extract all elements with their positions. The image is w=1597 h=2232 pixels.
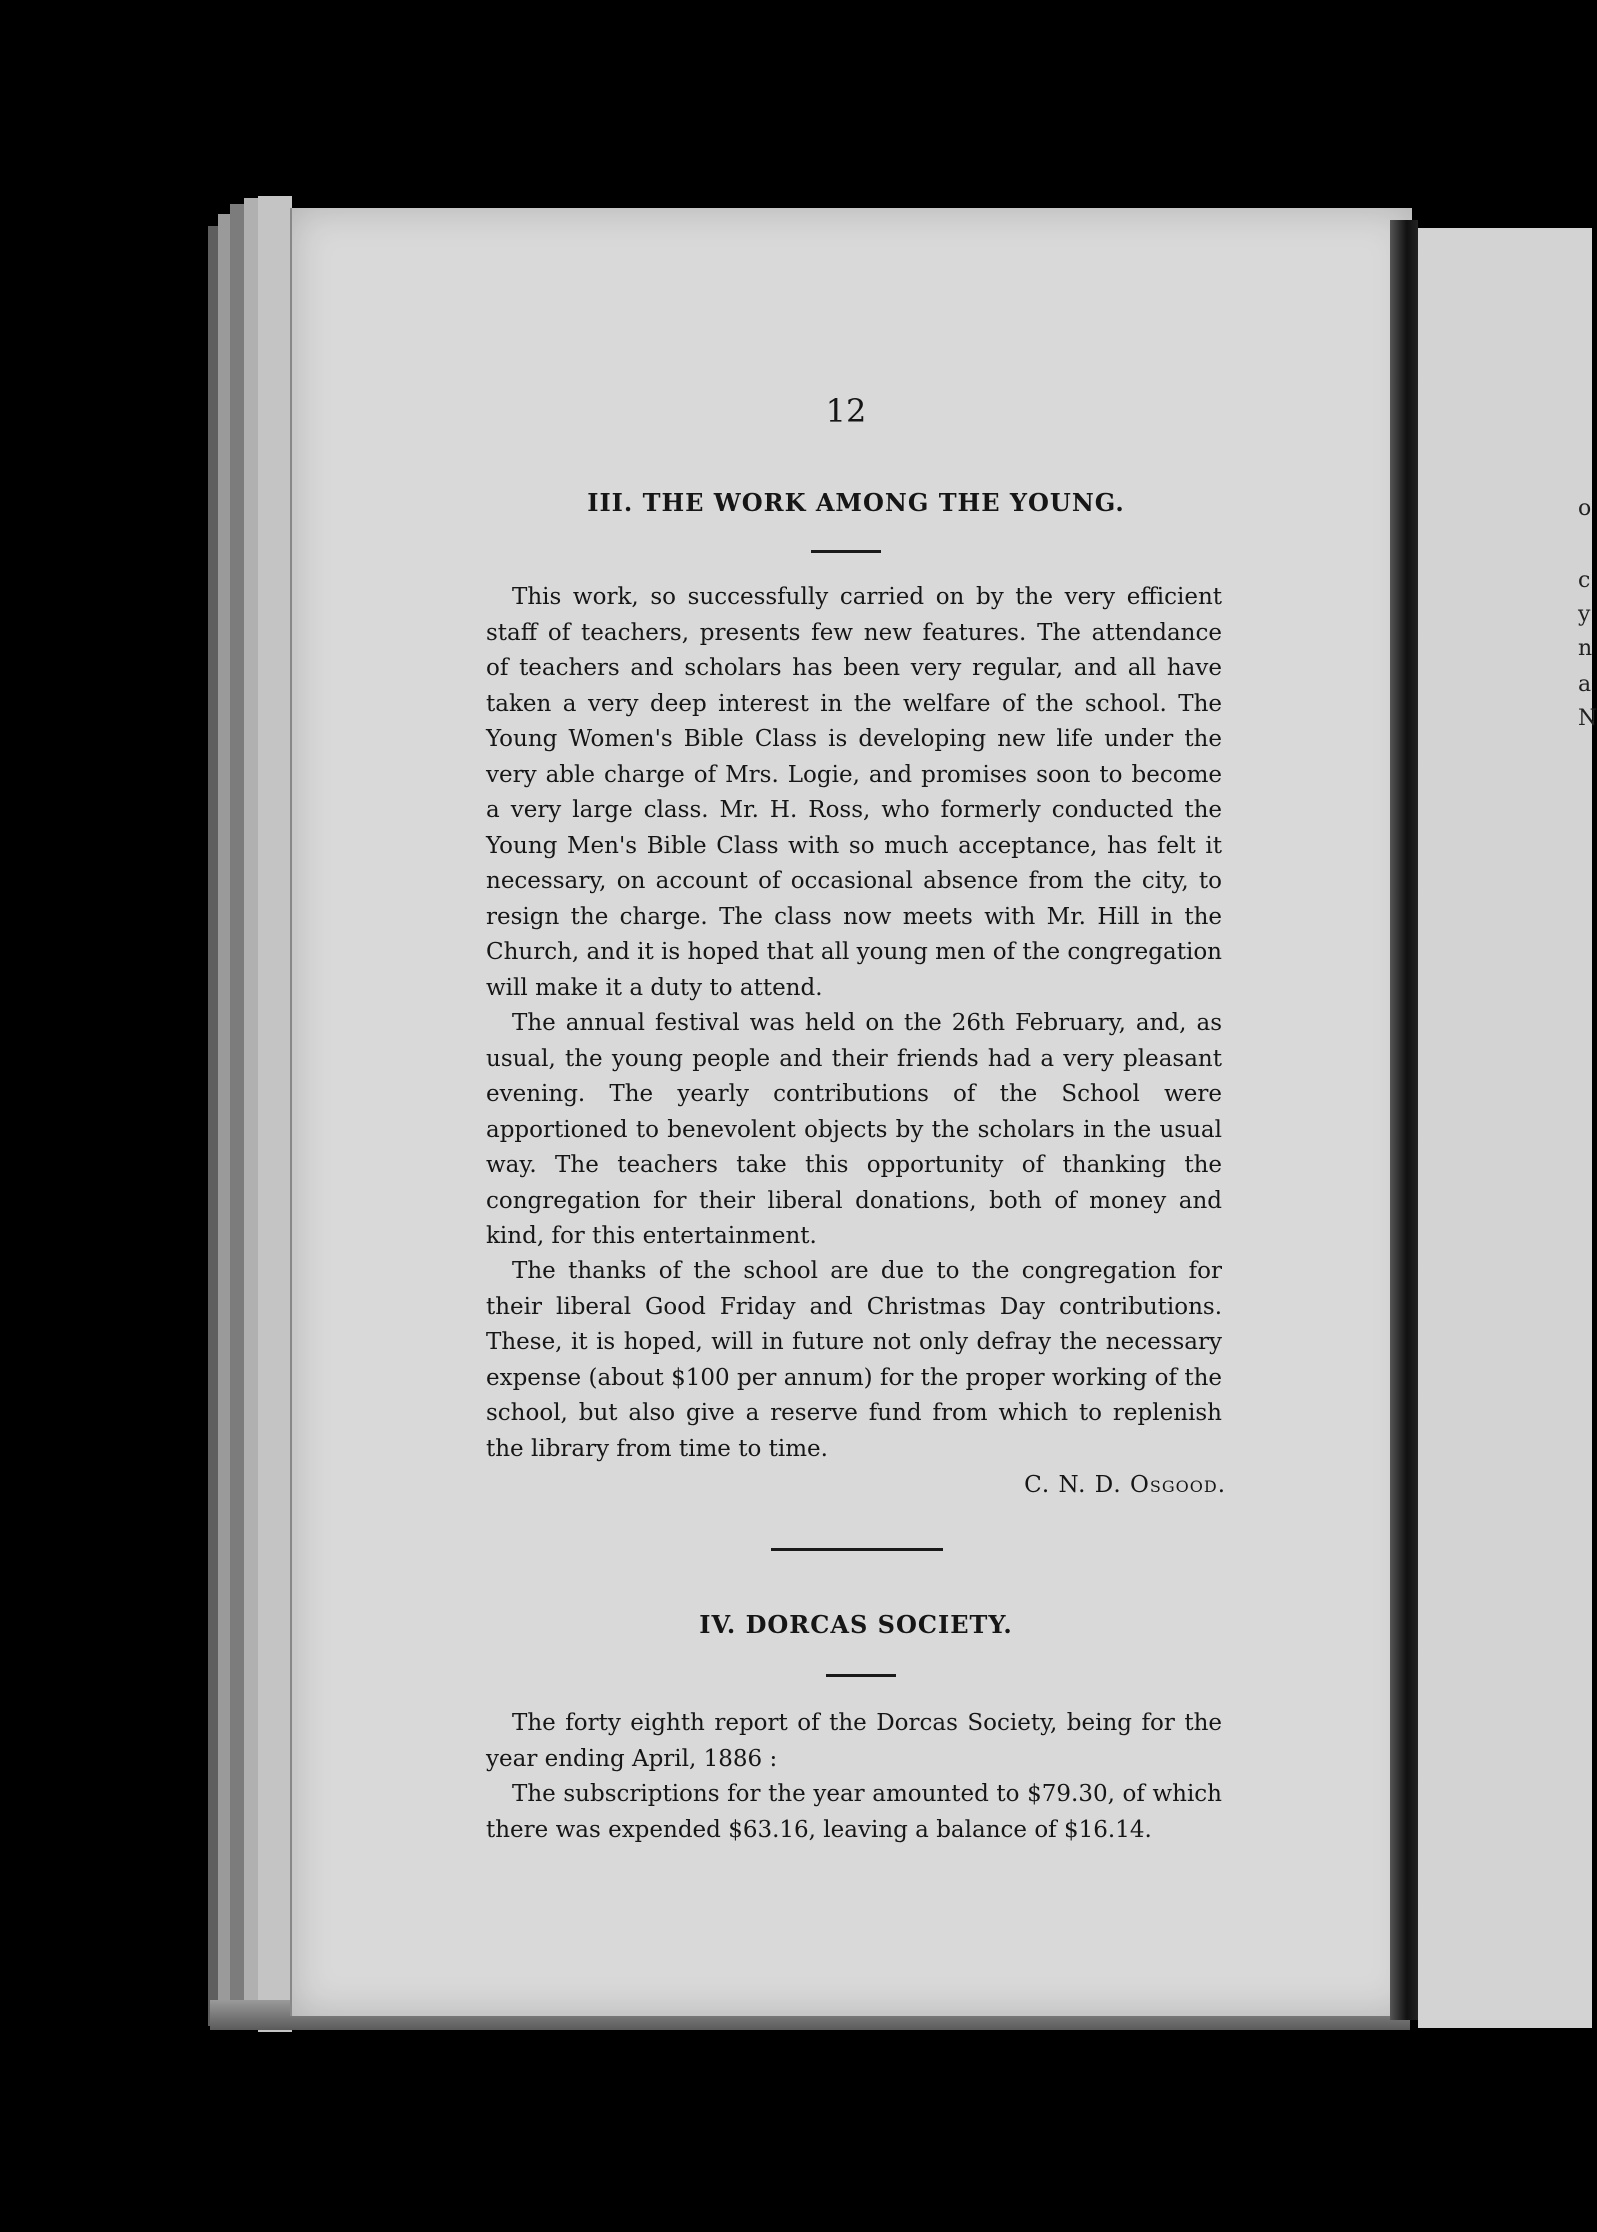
book-gutter <box>1390 220 1418 2020</box>
paragraph-1: This work, so successfully carried on by the very efficient staff of teachers, presents few new features. The attendance of teachers and scholars has been very regular, and all have taken a very deep interest in the welfare of the school. The Young Women's Bible Class is developing new life under the very able charge of Mrs. Logie, and promises soon to become a very large class. Mr. H. Ross, who formerly conducted the Young Men's Bible Class with so much acceptance, has felt it necessary, on account of occasional absence from the city, to resign the charge. The class now meets with Mr. Hill in the Church, and it is hoped that all young men of the congregation will make it a duty to attend. <box>486 584 1222 1001</box>
page-edge <box>230 204 244 2026</box>
facing-page <box>1418 228 1592 2028</box>
facing-page-glyph: n <box>1578 636 1593 661</box>
section-divider <box>771 1548 943 1551</box>
facing-page-glyph: y <box>1578 602 1591 627</box>
facing-page-glyph: c <box>1578 568 1591 593</box>
paragraph-3: The thanks of the school are due to the congregation for their liberal Good Friday and Christmas Day contributions. These, it is hoped, will in future not only defray the necessary expense (about $100 per annum) for the proper working of the school, but also give a reserve fund from which to replenish the library from time to time. <box>486 1258 1222 1462</box>
page-edge <box>218 214 230 2026</box>
facing-page-glyph: a <box>1578 672 1592 697</box>
page-number: 12 <box>825 392 867 430</box>
paragraph-4: The forty eighth report of the Dorcas Society, being for the year ending April, 1886 : <box>486 1710 1222 1772</box>
facing-page-glyph: N <box>1578 706 1597 731</box>
section-heading-work-among-young: III. THE WORK AMONG THE YOUNG. <box>587 488 1125 517</box>
facing-page-glyph: o <box>1578 496 1592 521</box>
page-edge <box>258 196 292 2032</box>
heading-rule <box>826 1674 896 1677</box>
signature: C. N. D. Osgood. <box>1024 1472 1226 1498</box>
heading-rule <box>811 550 881 553</box>
page-edge <box>244 198 258 2028</box>
paragraph-5: The subscriptions for the year amounted to $79.30, of which there was expended $63.16, leaving a balance of $16.14. <box>486 1781 1222 1843</box>
paragraph-2: The annual festival was held on the 26th February, and, as usual, the young people and their friends had a very pleasant evening. The yearly contributions of the School were apportioned to benevolent objects by the scholars in the usual way. The teachers take this opportunity of thanking the congregation for their liberal donations, both of money and kind, for this entertainment. <box>486 1010 1222 1249</box>
page-edge <box>208 226 218 2026</box>
section-heading-dorcas-society: IV. DORCAS SOCIETY. <box>699 1610 1013 1639</box>
